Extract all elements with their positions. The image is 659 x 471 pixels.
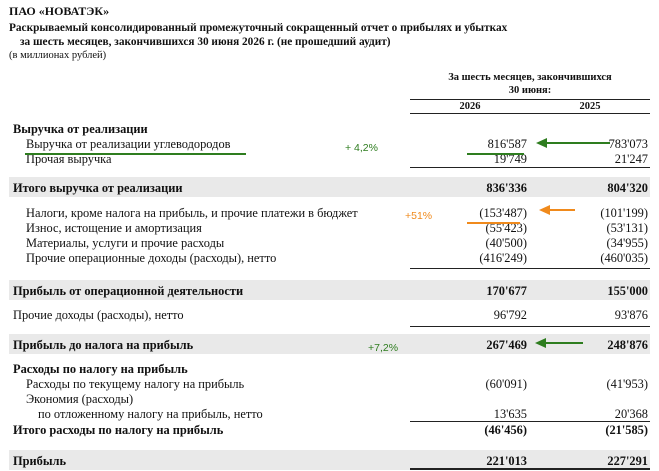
deferred-tax-label: по отложенному налогу на прибыль, нетто (38, 407, 263, 421)
report-period: за шесть месяцев, закончившихся 30 июня 2026 г. (не прошедший аудит) (20, 36, 391, 48)
other-revenue-label: Прочая выручка (26, 152, 112, 166)
current-tax-2025: (41'953) (606, 377, 648, 391)
net-profit-2025: 227'291 (607, 454, 648, 468)
deferred-tax-label-line1: Экономия (расходы) (26, 392, 134, 406)
total-revenue-2025: 804'320 (607, 181, 648, 195)
total-tax-label: Итого расходы по налогу на прибыль (13, 423, 224, 437)
taxes-2026: (153'487) (479, 206, 527, 220)
total-tax-2025: (21'585) (605, 423, 648, 437)
hydrocarbons-2025: 783'073 (608, 137, 648, 151)
taxes-growth-note: +51% (405, 210, 433, 222)
year-2025-header: 2025 (579, 101, 601, 112)
other-operating-2025: (460'035) (600, 251, 648, 265)
report-title: Раскрываемый консолидированный промежуточный сокращенный отчет о прибылях и убытках (9, 22, 508, 34)
materials-label: Материалы, услуги и прочие расходы (26, 236, 225, 250)
total-revenue-label: Итого выручка от реализации (13, 181, 183, 195)
other-revenue-2026: 19'749 (493, 152, 527, 166)
pretax-profit-2025: 248'876 (607, 338, 648, 352)
net-profit-label: Прибыль (13, 454, 67, 468)
current-tax-label: Расходы по текущему налогу на прибыль (26, 377, 245, 391)
taxes-label: Налоги, кроме налога на прибыль, и прочие платежи в бюджет (26, 206, 358, 220)
materials-2025: (34'955) (606, 236, 648, 250)
year-2026-header: 2026 (459, 101, 481, 112)
depreciation-label: Износ, истощение и амортизация (26, 221, 202, 235)
operating-profit-2025: 155'000 (607, 284, 648, 298)
operating-profit-label: Прибыль от операционной деятельности (13, 284, 244, 298)
arrow-head-icon (535, 338, 546, 348)
other-operating-label: Прочие операционные доходы (расходы), нетто (26, 251, 277, 265)
arrow-head-icon (536, 138, 547, 148)
hydrocarbons-label: Выручка от реализации углеводородов (26, 137, 231, 151)
operating-profit-2026: 170'677 (486, 284, 527, 298)
other-revenue-2025: 21'247 (614, 152, 648, 166)
deferred-tax-2025: 20'368 (614, 407, 648, 421)
taxes-2025: (101'199) (600, 206, 648, 220)
net-profit-2026: 221'013 (486, 454, 527, 468)
pretax-profit-2026: 267'469 (486, 338, 527, 352)
tax-expense-section-title: Расходы по налогу на прибыль (13, 362, 188, 376)
company-name: ПАО «НОВАТЭК» (9, 4, 110, 18)
materials-2026: (40'500) (485, 236, 527, 250)
total-revenue-2026: 836'336 (486, 181, 527, 195)
arrow-head-icon (539, 205, 550, 215)
column-caption: За шесть месяцев, закончившихся (448, 72, 612, 83)
units-note: (в миллионах рублей) (9, 50, 107, 61)
total-tax-2026: (46'456) (484, 423, 527, 437)
depreciation-2025: (53'131) (606, 221, 648, 235)
depreciation-2026: (55'423) (485, 221, 527, 235)
pretax-growth-note: +7,2% (368, 342, 399, 354)
deferred-tax-2026: 13'635 (493, 407, 527, 421)
hydrocarbons-growth-note: + 4,2% (345, 142, 378, 154)
other-income-2025: 93'876 (614, 308, 648, 322)
column-caption-date: 30 июня: (508, 85, 552, 96)
other-income-2026: 96'792 (493, 308, 527, 322)
pretax-profit-label: Прибыль до налога на прибыль (13, 338, 194, 352)
revenue-section-title: Выручка от реализации (13, 122, 148, 136)
other-operating-2026: (416'249) (479, 251, 527, 265)
hydrocarbons-2026: 816'587 (487, 137, 527, 151)
current-tax-2026: (60'091) (485, 377, 527, 391)
other-income-label: Прочие доходы (расходы), нетто (13, 308, 184, 322)
